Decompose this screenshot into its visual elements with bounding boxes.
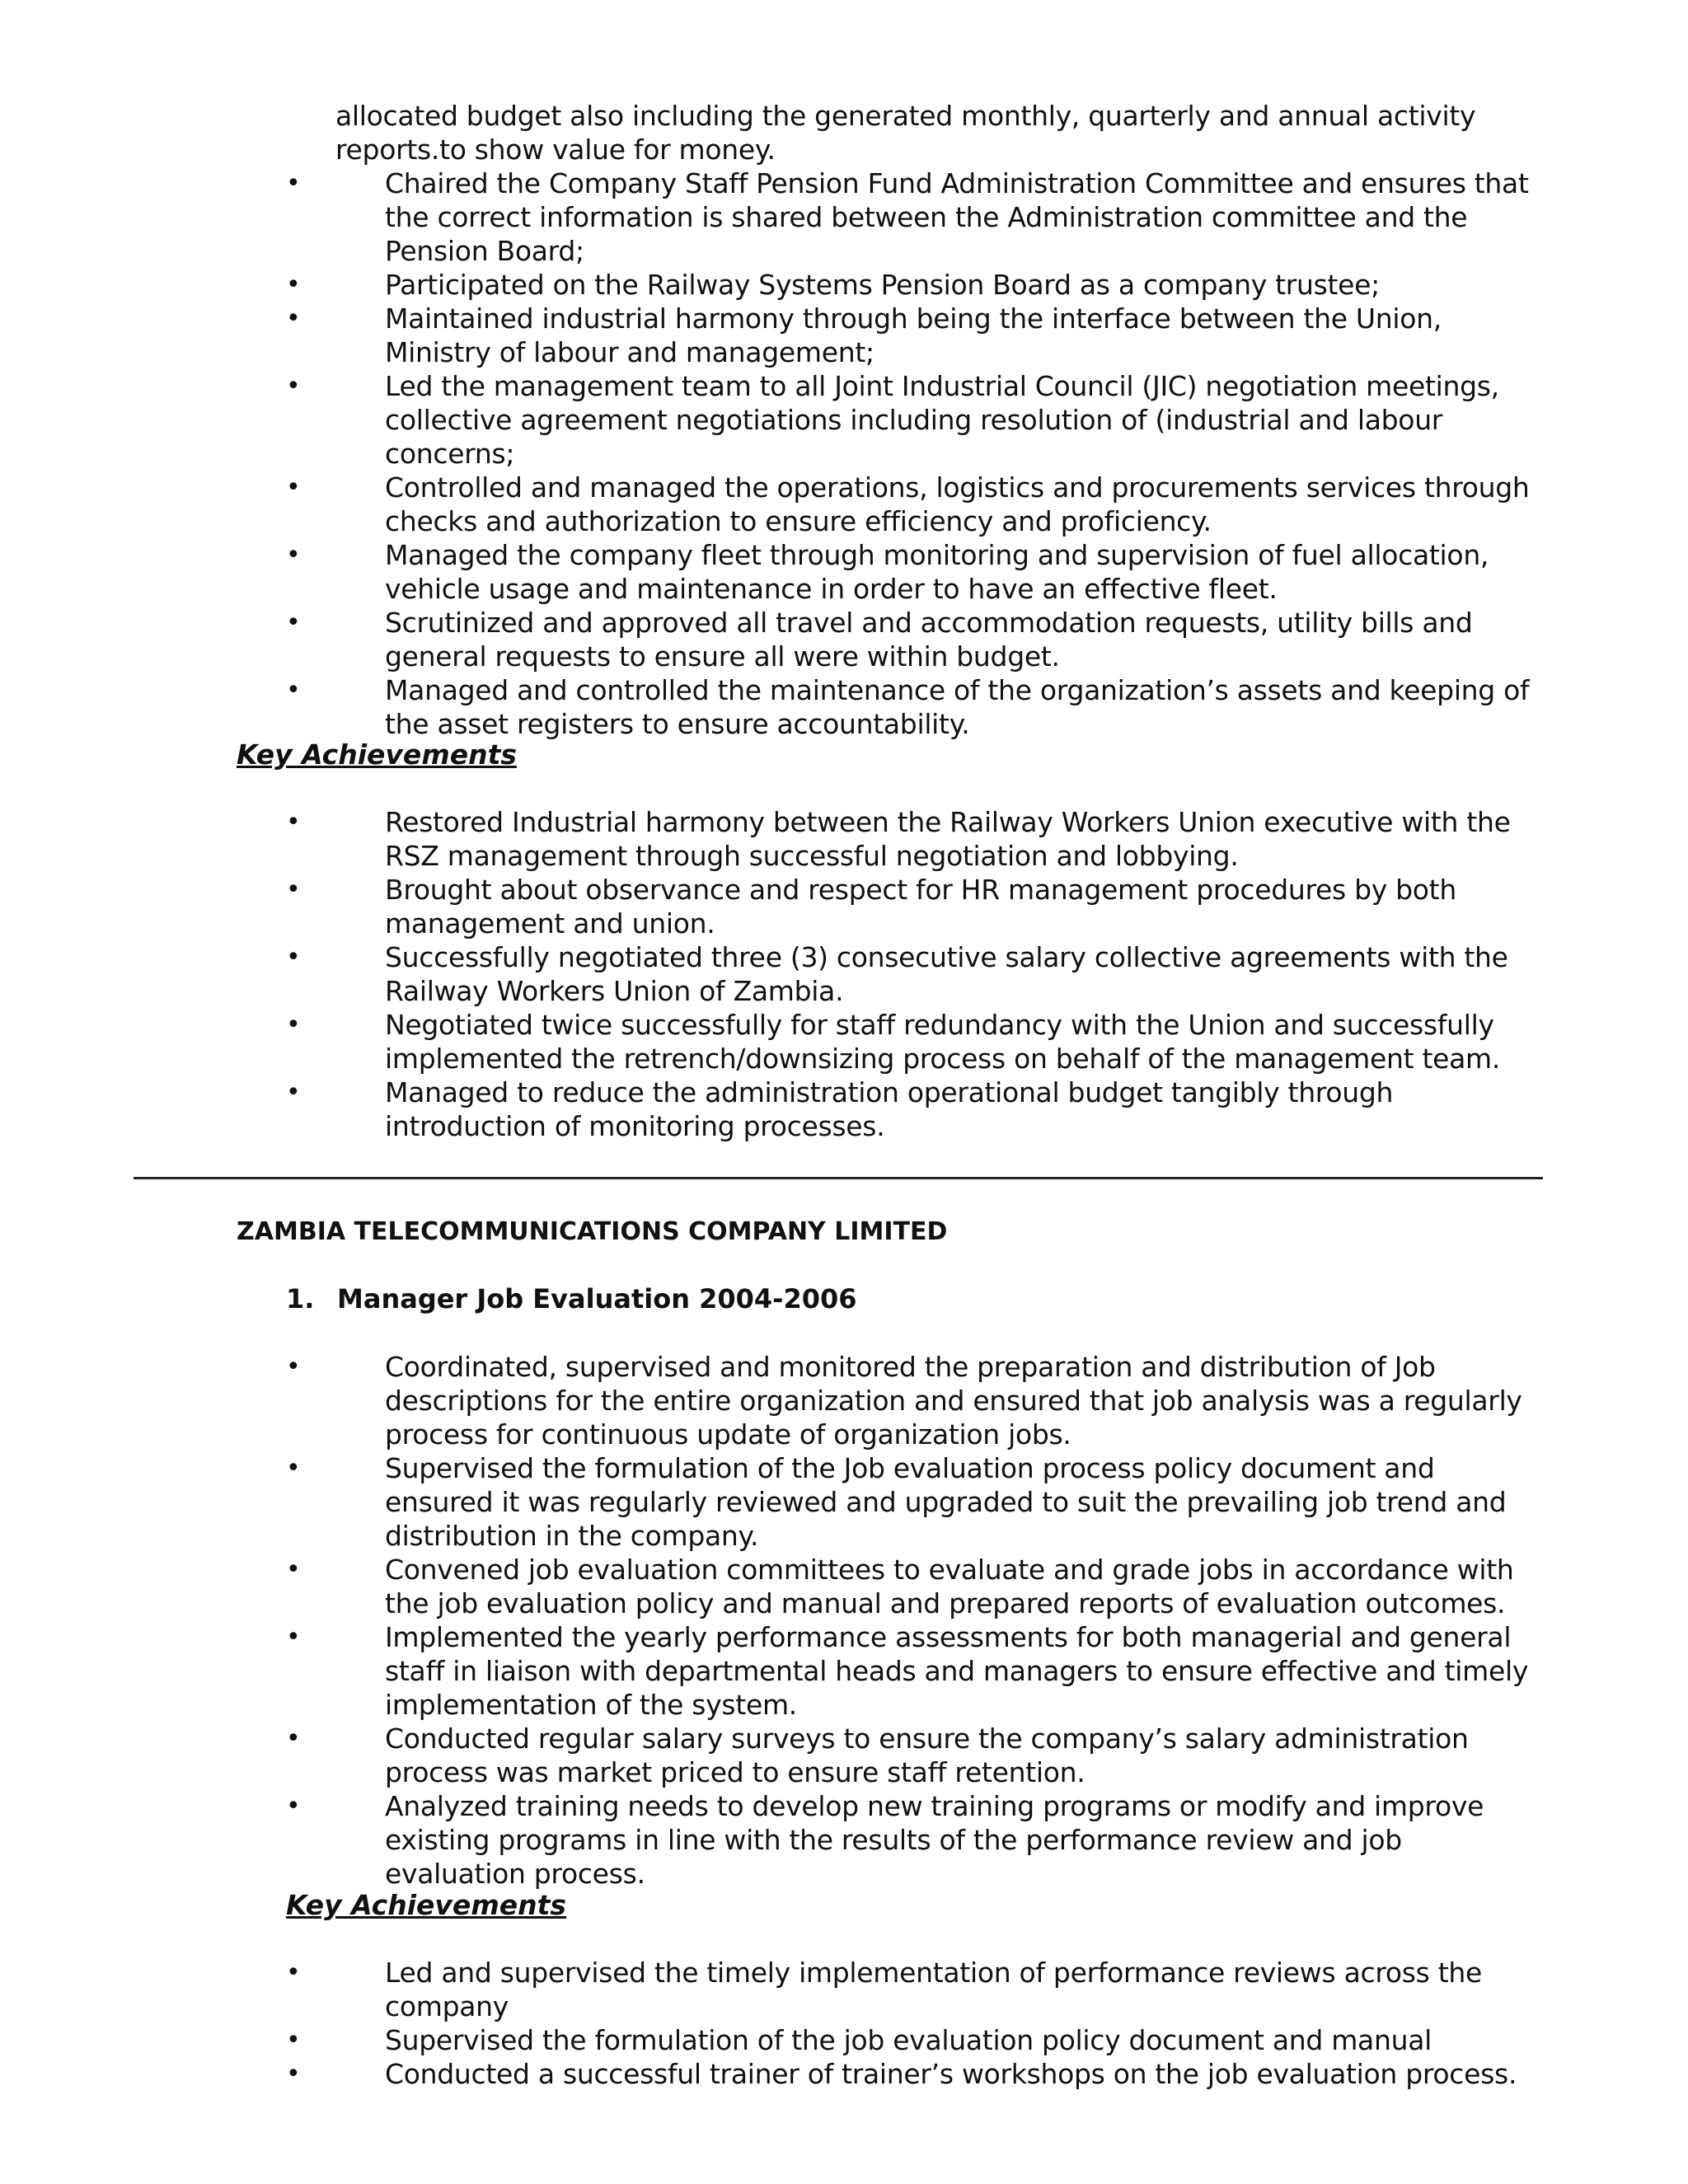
list-item: • Coordinated, supervised and monitored the preparation and distribution of Job descriptions for the entire organization and ensured that job analysis was a regularly process for continuous update of organization jobs. bbox=[286, 1350, 1547, 1451]
list-item: • Supervised the formulation of the job evaluation policy document and manual bbox=[286, 2023, 1547, 2057]
list-item: • Restored Industrial harmony between the Railway Workers Union executive with the RSZ management through successful negotiation and lobbying. bbox=[286, 805, 1547, 873]
role-title: Manager Job Evaluation 2004-2006 bbox=[337, 1283, 857, 1315]
list-item: • Analyzed training needs to develop new training programs or modify and improve existing programs in line with the results of the performance review and job evaluation process. bbox=[286, 1789, 1547, 1891]
list-item: • Led and supervised the timely implementation of performance reviews across the company bbox=[286, 1956, 1547, 2023]
section-divider bbox=[134, 1177, 1543, 1179]
continuation-text bbox=[335, 99, 1547, 166]
list-item: • Conducted a successful trainer of trainer’s workshops on the job evaluation process. bbox=[286, 2057, 1547, 2091]
company-name: ZAMBIA TELECOMMUNICATIONS COMPANY LIMITED bbox=[237, 1217, 948, 1246]
list-item: • Controlled and managed the operations, logistics and procurements services through checks and authorization to ensure efficiency and proficiency. bbox=[286, 471, 1547, 538]
list-item: • Managed to reduce the administration operational budget tangibly through introduction of monitoring processes. bbox=[286, 1076, 1547, 1143]
list-item: • Managed and controlled the maintenance of the organization’s assets and keeping of the asset registers to ensure accountability. bbox=[286, 673, 1547, 741]
list-item: • Maintained industrial harmony through being the interface between the Union, Ministry of labour and management; bbox=[286, 302, 1547, 369]
rsz-achievements-list bbox=[286, 805, 1547, 1143]
list-item: • Successfully negotiated three (3) consecutive salary collective agreements with the Railway Workers Union of Zambia. bbox=[286, 940, 1547, 1008]
continuation-line: allocated budget also including the generated monthly, quarterly and annual activity bbox=[335, 100, 1476, 132]
zamtel-achievements-heading: Key Achievements bbox=[286, 1889, 566, 1921]
list-item: • Negotiated twice successfully for staff redundancy with the Union and successfully implemented the retrench/downsizing process on behalf of the management team. bbox=[286, 1008, 1547, 1076]
role-number: 1. bbox=[286, 1283, 315, 1315]
rsz-achievements-heading: Key Achievements bbox=[237, 738, 517, 771]
role-title-row bbox=[286, 1282, 857, 1316]
list-item: • Conducted regular salary surveys to ensure the company’s salary administration process was market priced to ensure staff retention. bbox=[286, 1722, 1547, 1789]
list-item: • Managed the company fleet through monitoring and supervision of fuel allocation, vehicle usage and maintenance in order to have an effective fleet. bbox=[286, 538, 1547, 606]
list-item: • Led the management team to all Joint Industrial Council (JIC) negotiation meetings, collective agreement negotiations including resolution of (industrial and labour concerns; bbox=[286, 369, 1547, 471]
list-item: • Chaired the Company Staff Pension Fund Administration Committee and ensures that the correct information is shared between the Administration committee and the Pension Board; bbox=[286, 166, 1547, 268]
list-item: • Scrutinized and approved all travel and accommodation requests, utility bills and general requests to ensure all were within budget. bbox=[286, 606, 1547, 673]
list-item: • Participated on the Railway Systems Pension Board as a company trustee; bbox=[286, 268, 1547, 302]
zamtel-duties-list bbox=[286, 1350, 1547, 1891]
list-item: • Convened job evaluation committees to evaluate and grade jobs in accordance with the job evaluation policy and manual and prepared reports of evaluation outcomes. bbox=[286, 1553, 1547, 1620]
list-item: • Implemented the yearly performance assessments for both managerial and general staff in liaison with departmental heads and managers to ensure effective and timely implementation of the system. bbox=[286, 1620, 1547, 1722]
rsz-duties-list bbox=[286, 166, 1547, 741]
zamtel-achievements-list bbox=[286, 1956, 1547, 2091]
list-item: • Brought about observance and respect for HR management procedures by both management and union. bbox=[286, 873, 1547, 940]
list-item: • Supervised the formulation of the Job evaluation process policy document and ensured it was regularly reviewed and upgraded to suit the prevailing job trend and distribution in the company. bbox=[286, 1451, 1547, 1553]
continuation-line: reports.to show value for money. bbox=[335, 134, 776, 166]
